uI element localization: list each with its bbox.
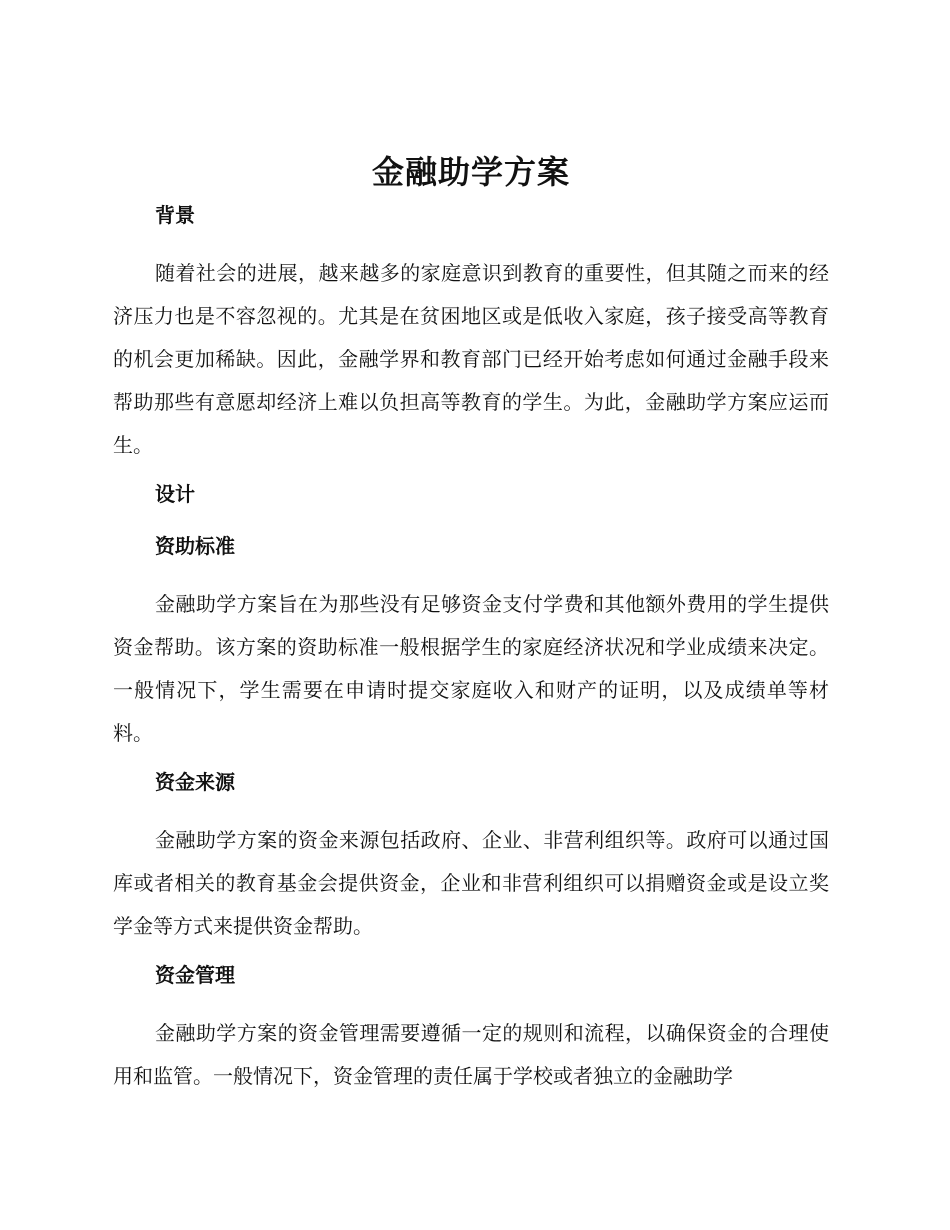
section-paragraph-fund-management: 金融助学方案的资金管理需要遵循一定的规则和流程，以确保资金的合理使用和监管。一般情况下，资金管理的责任属于学校或者独立的金融助学	[113, 1021, 829, 1088]
section-heading-funding-standard: 资助标准	[155, 534, 235, 558]
section-heading-funding-source: 资金来源	[155, 770, 235, 794]
section-paragraph-background: 随着社会的进展，越来越多的家庭意识到教育的重要性，但其随之而来的经济压力也是不容忽视的。尤其是在贫困地区或是低收入家庭，孩子接受高等教育的机会更加稀缺。因此，金融学界和教育部门已经开始考虑如何通过金融手段来帮助那些有意愿却经济上难以负担高等教育的学生。为此，金融助学方案应运而生。	[113, 261, 829, 457]
document-title: 金融助学方案	[371, 153, 570, 191]
section-paragraph-funding-standard: 金融助学方案旨在为那些没有足够资金支付学费和其他额外费用的学生提供资金帮助。该方案的资助标准一般根据学生的家庭经济状况和学业成绩来决定。一般情况下，学生需要在申请时提交家庭收入和财产的证明，以及成绩单等材料。	[113, 592, 829, 745]
section-paragraph-funding-source: 金融助学方案的资金来源包括政府、企业、非营利组织等。政府可以通过国库或者相关的教育基金会提供资金，企业和非营利组织可以捐赠资金或是设立奖学金等方式来提供资金帮助。	[113, 828, 829, 938]
section-heading-background: 背景	[155, 203, 195, 227]
document-page	[113, 148, 829, 1110]
section-heading-design: 设计	[155, 482, 195, 506]
section-heading-fund-management: 资金管理	[155, 963, 235, 987]
